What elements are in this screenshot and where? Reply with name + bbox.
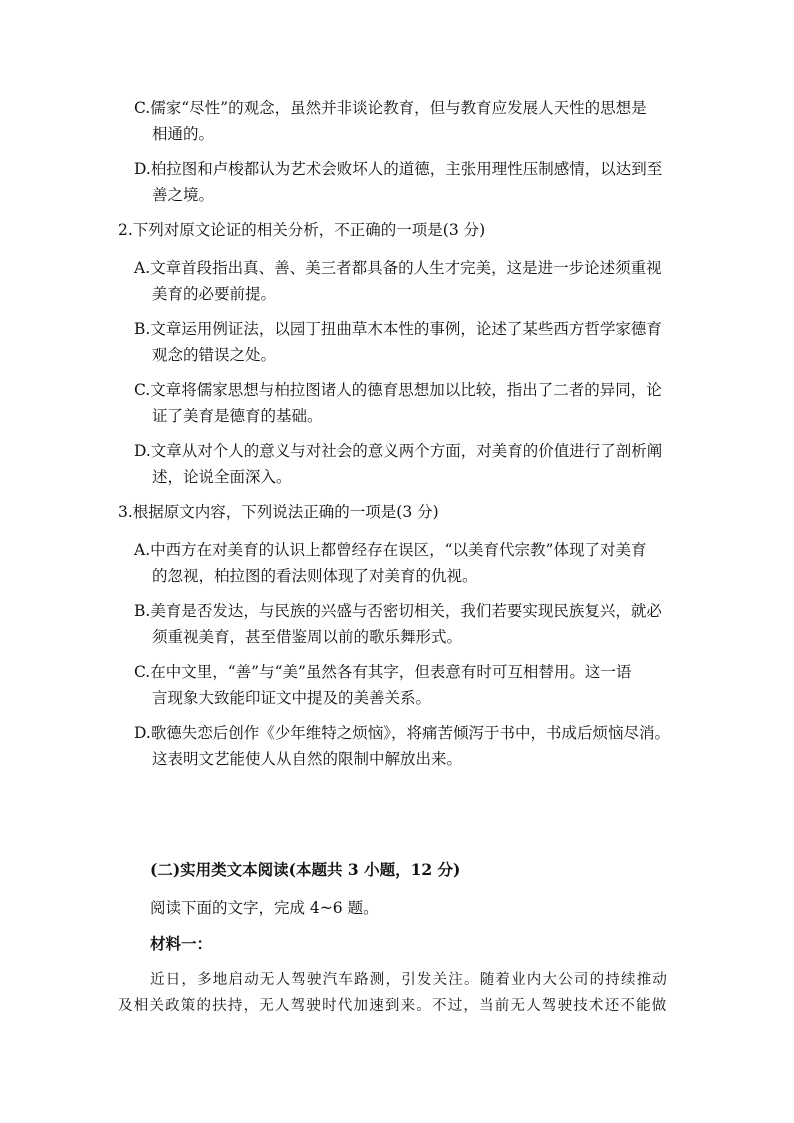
q2-option-d-line2: 述，论说全面深入。 bbox=[152, 468, 292, 486]
q3-option-a-line1: A.中西方在对美育的认识上都曾经存在误区，“以美育代宗教”体现了对美育 bbox=[134, 541, 647, 559]
q2-option-b-line1: B.文章运用例证法，以园丁扭曲草木本性的事例，论述了某些西方哲学家德育 bbox=[134, 320, 662, 338]
q3-option-a-line2: 的忽视，柏拉图的看法则体现了对美育的仇视。 bbox=[152, 567, 478, 585]
q2-option-d-line1: D.文章从对个人的意义与对社会的意义两个方面，对美育的价值进行了剖析阐 bbox=[134, 442, 663, 460]
q2-option-b-line2: 观念的错误之处。 bbox=[152, 346, 277, 364]
q3-option-c-line1: C.在中文里，“善”与“美”虽然各有其字，但表意有时可互相替用。这一语 bbox=[134, 663, 632, 681]
passage-line-1: 近日，多地启动无人驾驶汽车路测，引发关注。随着业内大公司的持续推动 bbox=[150, 972, 669, 988]
q3-option-d-line2: 这表明文艺能使人从自然的限制中解放出来。 bbox=[152, 750, 463, 768]
q3-option-b-line1: B.美育是否发达，与民族的兴盛与否密切相关，我们若要实现民族复兴，就必 bbox=[134, 602, 662, 620]
q2-option-c-line2: 证了美育是德育的基础。 bbox=[152, 407, 323, 425]
q3-stem: 3.根据原文内容，下列说法正确的一项是(3 分) bbox=[118, 503, 439, 521]
q2-stem: 2.下列对原文论证的相关分析，不正确的一项是(3 分) bbox=[118, 221, 486, 239]
q2-option-a-line2: 美育的必要前提。 bbox=[152, 285, 277, 303]
q3-option-b-line2: 须重视美育，甚至借鉴周以前的歌乐舞形式。 bbox=[152, 628, 463, 646]
q3-option-c-line2: 言现象大致能印证文中提及的美善关系。 bbox=[152, 689, 432, 707]
passage-line-2: 及相关政策的扶持，无人驾驶时代加速到来。不过，当前无人驾驶技术还不能做 bbox=[118, 998, 668, 1014]
q1-option-c-line2: 相通的。 bbox=[152, 125, 215, 143]
q1-option-c-line1: C.儒家“尽性”的观念，虽然并非谈论教育，但与教育应发展人天性的思想是 bbox=[134, 99, 647, 117]
q1-option-d-line2: 善之境。 bbox=[152, 186, 215, 204]
q2-option-c-line1: C.文章将儒家思想与柏拉图诸人的德育思想加以比较，指出了二者的异同，论 bbox=[134, 381, 662, 399]
section-heading: (二)实用类文本阅读(本题共 3 小题，12 分) bbox=[150, 860, 461, 879]
q2-option-a-line1: A.文章首段指出真、善、美三者都具备的人生才完美，这是进一步论述须重视 bbox=[134, 259, 662, 277]
material-label: 材料一： bbox=[150, 934, 213, 953]
q1-option-d-line1: D.柏拉图和卢梭都认为艺术会败坏人的道德，主张用理性压制感情，以达到至 bbox=[134, 160, 663, 178]
section-instruction: 阅读下面的文字，完成 4~6 题。 bbox=[150, 899, 379, 917]
q3-option-d-line1: D.歌德失恋后创作《少年维特之烦恼》，将痛苦倾泻于书中，书成后烦恼尽消。 bbox=[134, 724, 671, 742]
